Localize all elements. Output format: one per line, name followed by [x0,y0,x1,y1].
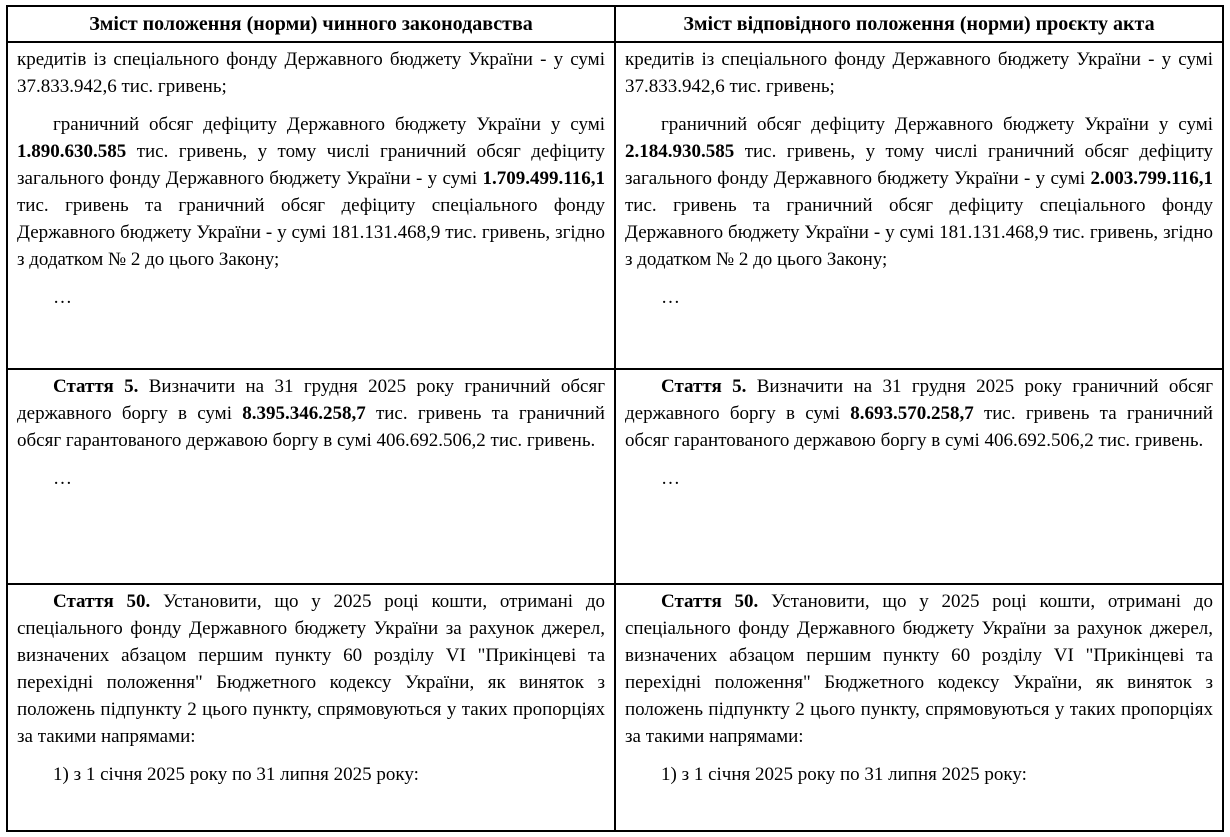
text-segment: … [53,287,72,308]
paragraph [17,284,605,311]
paragraph [625,588,1213,750]
bold-text-segment: Стаття 5. [53,375,139,397]
text-segment: … [661,467,680,489]
paragraph [17,588,605,750]
paragraph [17,111,605,273]
paragraph [625,373,1213,454]
text-segment: Визначити на 31 грудня 2025 року граничний обсяг державного боргу в сумі [625,375,1213,424]
cell-current-law [7,369,615,585]
paragraph [625,46,1213,100]
bold-text-segment: 8.693.570.258,7 [850,402,974,424]
paragraph [17,46,605,100]
bold-text-segment: 8.395.346.258,7 [242,402,366,424]
paragraph [17,465,605,492]
text-segment: Установити, що у 2025 році кошти, отримані до спеціального фонду Державного бюджету України за рахунок джерел, визначених абзацом першим пункту 60 розділу VI "Прикінцеві та перехідні положення" Бюджетного кодексу України, як виняток з положень підпункту 2 цього пункту, спрямовуються у таких пропорціях за такими напрямами: [17,591,605,748]
text-segment: граничний обсяг дефіциту Державного бюджету України у сумі [661,114,1213,135]
text-segment: Установити, що у 2025 році кошти, отримані до спеціального фонду Державного бюджету України за рахунок джерел, визначених абзацом першим пункту 60 розділу VI "Прикінцеві та перехідні положення" Бюджетного кодексу України, як виняток з положень підпункту 2 цього пункту, спрямовуються у таких пропорціях за такими напрямами: [625,591,1213,748]
text-segment: тис. гривень та граничний обсяг гарантованого державою боргу в сумі 406.692.506,2 тис. гривень. [17,402,605,451]
text-segment: тис. гривень, у тому числі граничний обсяг дефіциту загального фонду Державного бюджету України - у сумі [625,141,1213,189]
bold-text-segment: 2.184.930.585 [625,141,735,162]
cell-draft-act [615,42,1223,369]
paragraph [625,284,1213,311]
comparison-table [6,5,1224,832]
bold-text-segment: Стаття 5. [661,375,747,397]
text-segment: кредитів із спеціального фонду Державного бюджету України - у сумі 37.833.942,6 тис. гривень; [625,49,1213,97]
text-segment: тис. гривень та граничний обсяг дефіциту спеціального фонду Державного бюджету України - у сумі 181.131.468,9 тис. гривень, згідно з додатком № 2 до цього Закону; [17,195,605,270]
paragraph [625,465,1213,492]
paragraph [17,761,605,788]
cell-draft-act [615,369,1223,585]
text-segment: … [53,467,72,489]
table-header-row [7,6,1223,42]
column-header-current-law: Зміст положення (норми) чинного законодавства [7,6,615,42]
text-segment: тис. гривень, у тому числі граничний обсяг дефіциту загального фонду Державного бюджету України - у сумі [17,141,605,189]
text-segment: кредитів із спеціального фонду Державного бюджету України - у сумі 37.833.942,6 тис. гривень; [17,49,605,97]
text-segment: тис. гривень та граничний обсяг гарантованого державою боргу в сумі 406.692.506,2 тис. гривень. [625,402,1213,451]
table-row [7,42,1223,369]
bold-text-segment: 1.890.630.585 [17,141,127,162]
paragraph [625,761,1213,788]
cell-current-law [7,584,615,831]
bold-text-segment: Стаття 50. [53,591,151,613]
bold-text-segment: Стаття 50. [661,591,759,613]
text-segment: тис. гривень та граничний обсяг дефіциту спеціального фонду Державного бюджету України - у сумі 181.131.468,9 тис. гривень, згідно з додатком № 2 до цього Закону; [625,195,1213,270]
paragraph [625,111,1213,273]
cell-draft-act [615,584,1223,831]
text-segment: 1) з 1 січня 2025 року по 31 липня 2025 року: [661,764,1027,786]
text-segment: … [661,287,680,308]
text-segment: граничний обсяг дефіциту Державного бюджету України у сумі [53,114,605,135]
text-segment: 1) з 1 січня 2025 року по 31 липня 2025 року: [53,764,419,786]
paragraph [17,373,605,454]
column-header-draft-act: Зміст відповідного положення (норми) проєкту акта [615,6,1223,42]
cell-current-law [7,42,615,369]
text-segment: Визначити на 31 грудня 2025 року граничний обсяг державного боргу в сумі [17,375,605,424]
bold-text-segment: 2.003.799.116,1 [1090,168,1213,189]
table-row [7,369,1223,585]
table-row [7,584,1223,831]
bold-text-segment: 1.709.499.116,1 [482,168,605,189]
table-body [7,42,1223,831]
